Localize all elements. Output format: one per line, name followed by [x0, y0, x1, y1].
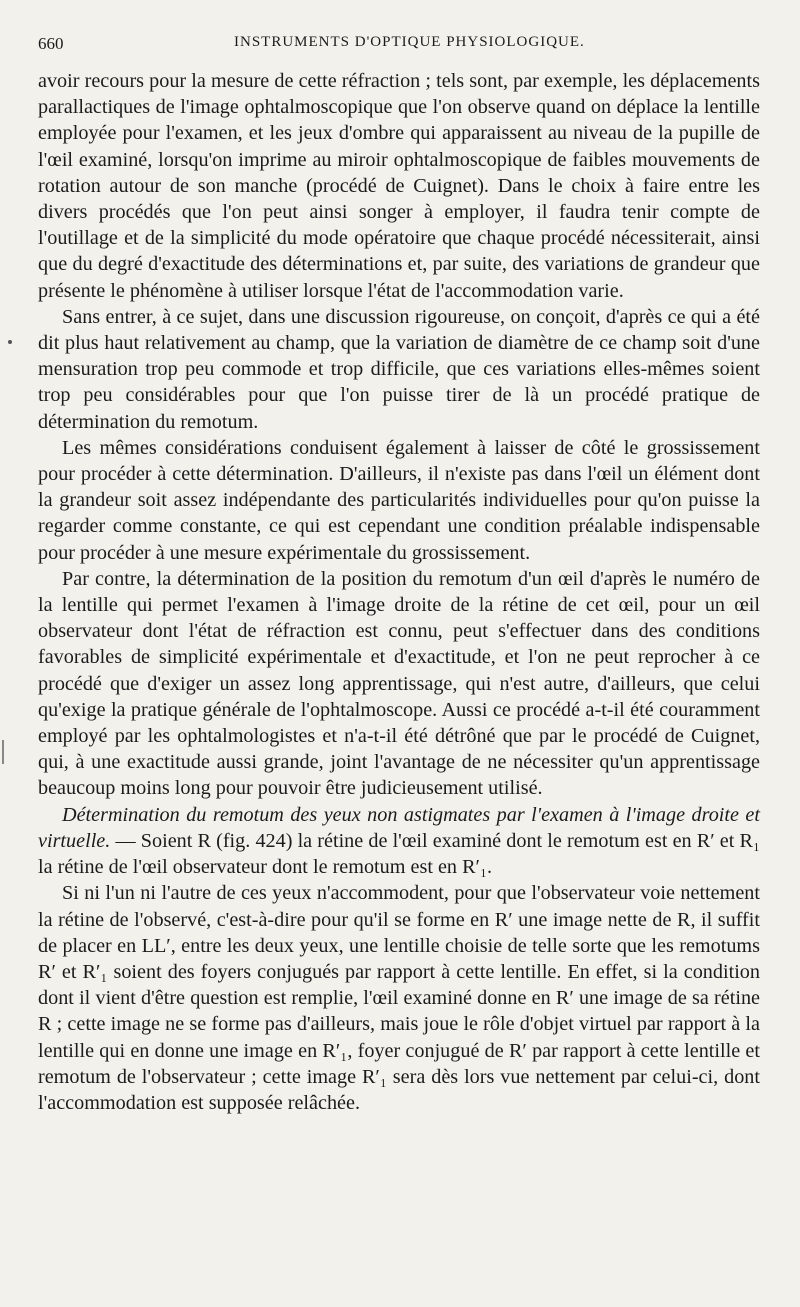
paragraph-6: Si ni l'un ni l'autre de ces yeux n'accommodent, pour que l'observateur voie nettement la rétine de l'observé, c'est-à-dire pour qu'il se forme en R′ une image nette de R, il suffit de placer en LL′, entre les deux yeux, une lentille choisie de telle sorte que les remotums R′ et R′₁ soient des foyers conjugués par rapport à cette lentille. En effet, si la condition dont il vient d'être question est remplie, l'œil examiné donne en R′ une image de sa rétine R ; cette image ne se forme pas d'ailleurs, mais joue le rôle d'objet virtuel par rapport à la lentille qui en donne une image en R′₁, foyer conjugué de R′ par rapport à cette lentille et remotum de l'observateur ; cette image R′₁ sera dès lors vue nettement par celui-ci, dont l'accommodation est supposée relâchée.: [38, 882, 760, 1114]
margin-mark: [2, 740, 4, 764]
paragraph-3: Les mêmes considérations conduisent également à laisser de côté le grossissement pour procéder à cette détermination. D'ailleurs, il n'existe pas dans l'œil un élément dont la grandeur soit assez indépendante des particularités individuelles pour qu'on puisse la regarder comme constante, ce qui est cependant une condition préalable indispensable pour procéder à une mesure expérimentale du grossissement.: [38, 436, 760, 564]
margin-dot: [8, 340, 12, 344]
paragraph-4: Par contre, la détermination de la position du remotum d'un œil d'après le numéro de la lentille qui permet l'examen à l'image droite de la rétine de cet œil, pour un œil observateur dont l'état de réfraction est connu, peut s'effectuer dans des conditions favorables de simplicité expérimentale et d'exactitude, et l'on ne peut reprocher à ce procédé que d'exiger un assez long apprentissage, qui n'est autre, d'ailleurs, que celui qu'exige la pratique générale de l'ophtalmoscope. Aussi ce procédé a-t-il été couramment employé par les ophtalmologistes et n'a-t-il été détrôné que par le procédé de Cuignet, qui, à une exactitude aussi grande, joint l'avantage de ne nécessiter qu'un apprentissage beaucoup moins long pour pouvoir être judicieusement utilisé.: [38, 567, 760, 800]
page-header: [38, 28, 760, 56]
page-number: 660: [38, 34, 64, 53]
section-heading: Détermination du remotum des yeux non astigmates par l'examen à l'image droite et virtuelle.: [38, 803, 760, 852]
body-text: [38, 68, 760, 1116]
paragraph-5-text: — Soient R (fig. 424) la rétine de l'œil examiné dont le remotum est en R′ et R₁ la rétine de l'œil observateur dont le remotum est en R′₁.: [38, 829, 760, 879]
paragraph-2: Sans entrer, à ce sujet, dans une discussion rigoureuse, on conçoit, d'après ce qui a été dit plus haut relativement au champ, que la variation de diamètre de ce champ soit d'une mensuration trop peu commode et trop difficile, que ces variations elles-mêmes soient trop peu considérables pour que l'on puisse tirer de là un procédé pratique de détermination du remotum.: [38, 305, 760, 433]
book-page: [38, 28, 760, 1116]
paragraph-5: [38, 802, 760, 881]
paragraph-1: avoir recours pour la mesure de cette réfraction ; tels sont, par exemple, les déplacements parallactiques de l'image ophtalmoscopique que l'on observe quand on déplace la lentille employée pour l'examen, et les jeux d'ombre qui apparaissent au niveau de la pupille de l'œil examiné, lorsqu'on imprime au miroir ophtalmoscopique de faibles mouvements de rotation autour de son manche (procédé de Cuignet). Dans le choix à faire entre les divers procédés que l'on peut ainsi songer à employer, il faudra tenir compte de l'outillage et de la simplicité du mode opératoire que chaque procédé nécessiterait, ainsi que du degré d'exactitude des déterminations et, par suite, des variations de grandeur que présente le phénomène à utiliser lorsque l'état de l'accommodation varie.: [38, 70, 760, 302]
running-head: INSTRUMENTS D'OPTIQUE PHYSIOLOGIQUE.: [234, 34, 585, 50]
